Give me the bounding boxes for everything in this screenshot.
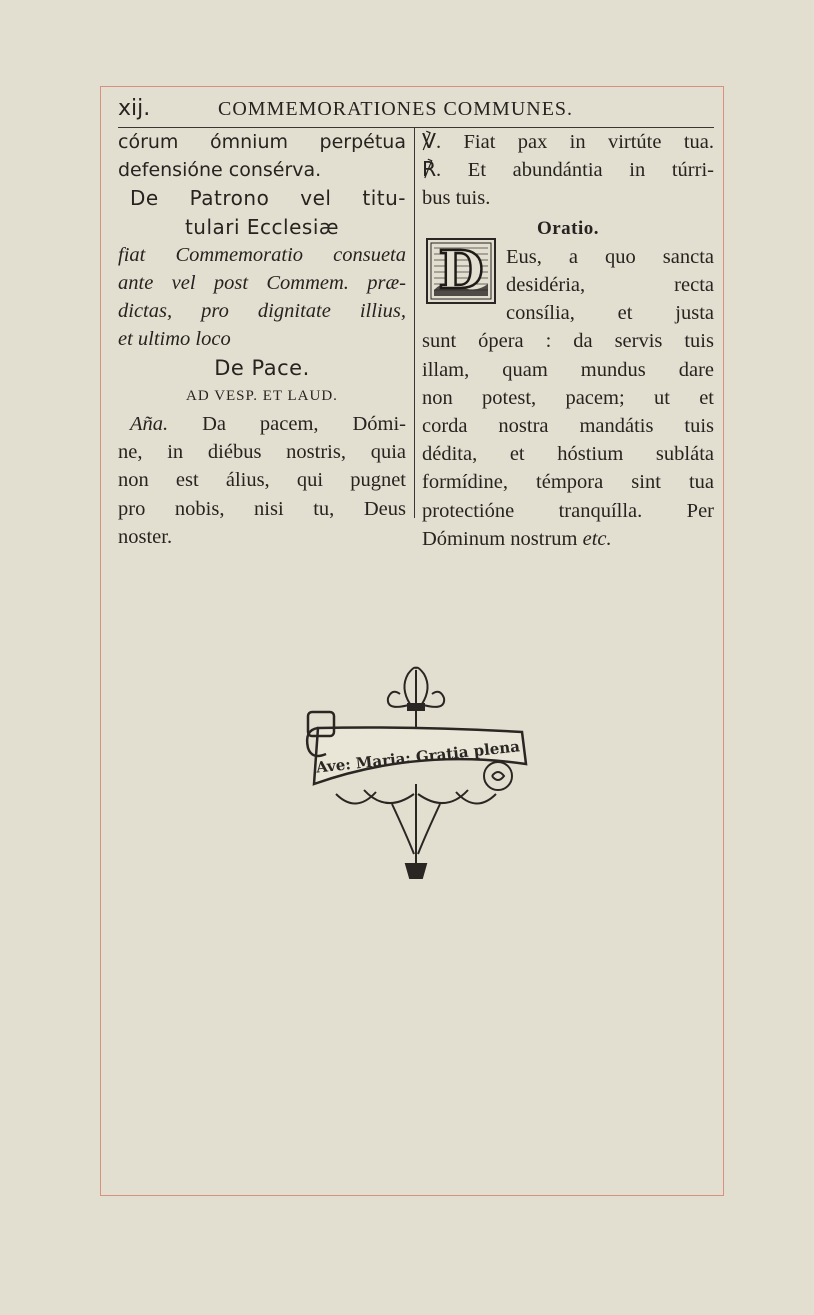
banner-text: Ave: Maria: Gratia plena [315,737,521,777]
subheading: AD VESP. ET LAUD. [186,387,338,404]
prayer-line: protectióne tranquílla. Per [422,499,714,522]
running-title: COMMEMORATIONES COMMUNES. [218,98,574,120]
decorated-initial-icon [426,238,496,304]
heading-de-pace: De Pace. [214,355,310,380]
prayer-line: dédita, et hóstium subláta [422,443,714,466]
text-line: defensióne consérva. [118,159,322,182]
rubric-line: fiat Commemoratio consueta [118,243,406,266]
antiphon-line: pro nobis, nisi tu, Deus [118,497,406,520]
rubric-line: ante vel post Commem. præ- [118,272,406,295]
fleur-de-lis-banner-icon [296,664,540,882]
antiphon-line: noster. [118,525,173,548]
right-column [422,128,714,553]
response-cont: bus tuis. [422,187,491,210]
antiphon-line: Aña. Da pacem, Dómi- [130,413,406,436]
prayer-line: Eus, a quo sancta [506,245,714,268]
versicle: ℣. Fiat pax in virtúte tua. [422,131,714,153]
antiphon-line: ne, in diébus nostris, quia [118,441,406,464]
prayer-line: consília, et justa [506,302,714,325]
initial-letter: D [438,240,484,301]
antiphon-label: Aña. [130,413,169,436]
margin-bottom [100,1195,724,1196]
oratio-heading: Oratio. [536,217,600,239]
margin-right [723,86,724,1196]
prayer-line: desidéria, recta [506,274,714,297]
text-line: córum ómnium perpétua [118,131,406,153]
prayer-line: Dóminum nostrum etc. [422,527,612,550]
prayer-line: formídine, témpora sint tua [422,471,714,494]
prayer-line: illam, quam mundus dare [422,358,714,381]
margin-left [100,86,101,1196]
heading-patrono: De Patrono vel titu- [130,186,406,211]
decorated-initial [426,238,496,304]
left-column [118,128,406,551]
page-number: xij. [118,96,151,121]
antiphon-line: non est álius, qui pugnet [118,469,406,492]
rubric-line: dictas, pro dignitate illius, [118,300,406,323]
prayer-line: non potest, pacem; ut et [422,386,714,409]
heading-patrono-cont: tulari Ecclesiæ [184,214,340,239]
response-label: ℟. [422,159,442,182]
versicle-label: ℣. [422,131,442,153]
prayer-line: sunt ópera : da servis tuis [422,330,714,353]
response: ℟. Et abundántia in túrri- [422,159,714,182]
rubric-line: et ultimo loco [118,328,231,351]
page-header [118,96,718,126]
column-rule [414,128,415,518]
prayer-line: corda nostra mandátis tuis [422,415,714,438]
margin-top [100,86,724,87]
